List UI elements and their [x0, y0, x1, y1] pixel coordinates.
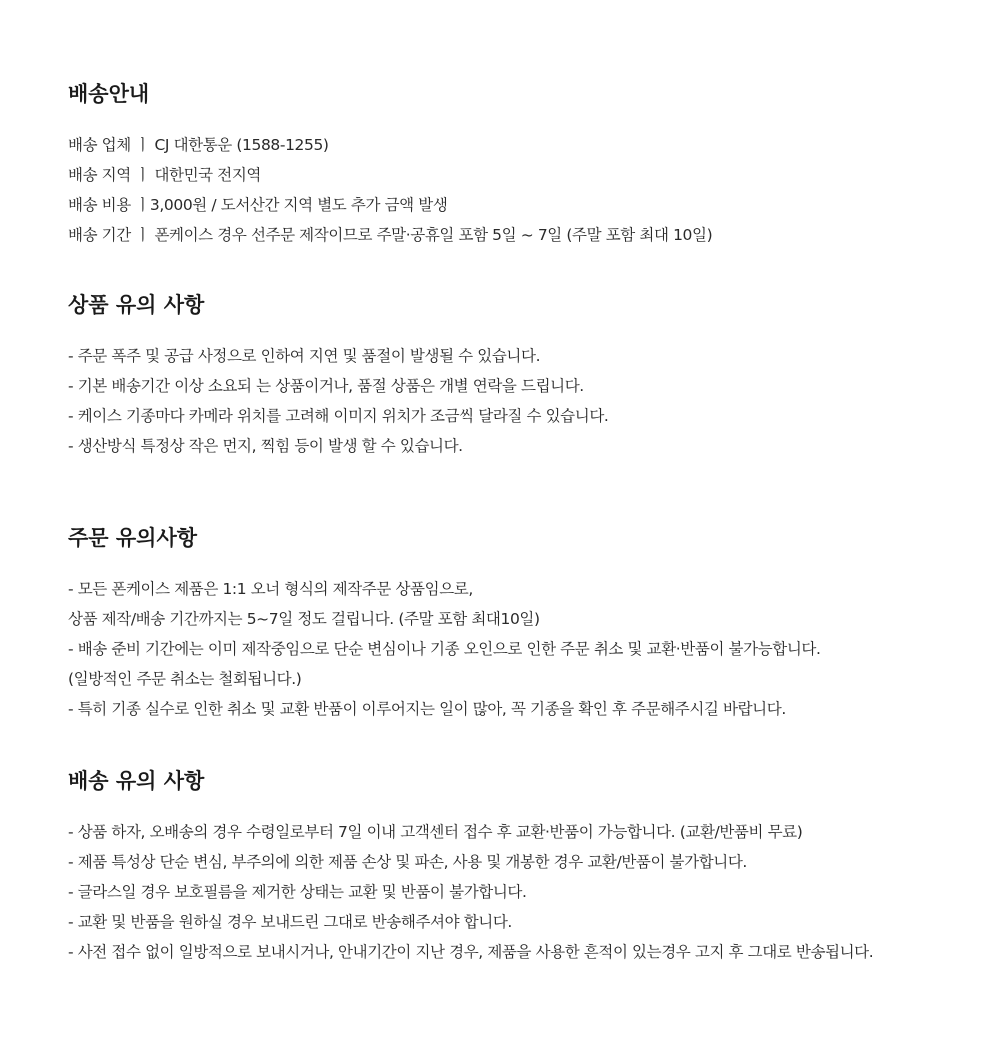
list-item: - 생산방식 특정상 작은 먼지, 찍힘 등이 발생 할 수 있습니다.	[68, 437, 463, 455]
delivery-notice-section	[68, 767, 988, 967]
list-item: - 배송 준비 기간에는 이미 제작중임으로 단순 변심이나 기종 오인으로 인한 주문 취소 및 교환·반품이 불가능합니다.	[68, 640, 821, 658]
list-item: - 상품 하자, 오배송의 경우 수령일로부터 7일 이내 고객센터 접수 후 교환·반품이 가능합니다. (교환/반품비 무료)	[68, 823, 803, 841]
delivery-notice-title: 배송 유의 사항	[68, 769, 205, 793]
order-notice-list	[68, 574, 988, 724]
list-item: - 글라스일 경우 보호필름을 제거한 상태는 교환 및 반품이 불가합니다.	[68, 883, 527, 901]
list-item: - 특히 기종 실수로 인한 취소 및 교환 반품이 이루어지는 일이 많아, 꼭 기종을 확인 후 주문해주시길 바랍니다.	[68, 700, 786, 718]
shipping-info-section	[68, 80, 988, 250]
shipping-info-list	[68, 130, 988, 250]
shipping-info-title: 배송안내	[68, 82, 150, 106]
shipping-period-line: 배송 기간 ㅣ 폰케이스 경우 선주문 제작이므로 주말·공휴일 포함 5일 ~ 7일 (주말 포함 최대 10일)	[68, 226, 713, 244]
list-item: - 제품 특성상 단순 변심, 부주의에 의한 제품 손상 및 파손, 사용 및 개봉한 경우 교환/반품이 불가합니다.	[68, 853, 747, 871]
list-item: - 모든 폰케이스 제품은 1:1 오너 형식의 제작주문 상품임으로,	[68, 580, 473, 598]
product-notice-title: 상품 유의 사항	[68, 293, 205, 317]
delivery-notice-list	[68, 817, 988, 967]
list-item: (일방적인 주문 취소는 철회됩니다.)	[68, 670, 302, 688]
list-item: - 주문 폭주 및 공급 사정으로 인하여 지연 및 품절이 발생될 수 있습니다.	[68, 347, 541, 365]
shipping-cost-line: 배송 비용 ㅣ3,000원 / 도서산간 지역 별도 추가 금액 발생	[68, 196, 448, 214]
list-item: - 케이스 기종마다 카메라 위치를 고려해 이미지 위치가 조금씩 달라질 수 있습니다.	[68, 407, 609, 425]
list-item: - 교환 및 반품을 원하실 경우 보내드린 그대로 반송해주셔야 합니다.	[68, 913, 512, 931]
shipping-carrier-line: 배송 업체 ㅣ CJ 대한통운 (1588-1255)	[68, 136, 329, 154]
list-item: - 기본 배송기간 이상 소요되 는 상품이거나, 품절 상품은 개별 연락을 드립니다.	[68, 377, 584, 395]
order-notice-title: 주문 유의사항	[68, 526, 198, 550]
list-item: 상품 제작/배송 기간까지는 5~7일 정도 걸립니다. (주말 포함 최대10일)	[68, 610, 540, 628]
shipping-region-line: 배송 지역 ㅣ 대한민국 전지역	[68, 166, 261, 184]
list-item: - 사전 접수 없이 일방적으로 보내시거나, 안내기간이 지난 경우, 제품을 사용한 흔적이 있는경우 고지 후 그대로 반송됩니다.	[68, 943, 874, 961]
product-notice-section	[68, 291, 988, 461]
product-notice-list	[68, 341, 988, 461]
order-notice-section	[68, 524, 988, 724]
